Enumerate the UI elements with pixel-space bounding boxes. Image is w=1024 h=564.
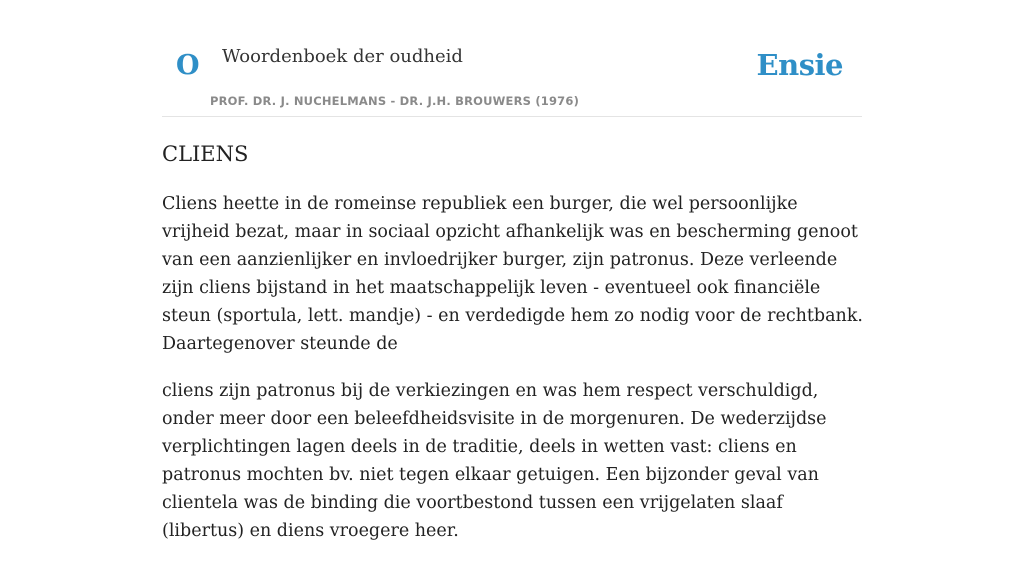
letter-index-link[interactable]: O (176, 50, 200, 81)
entry-content (162, 138, 868, 564)
entry-paragraph-2: cliens zijn patronus bij de verkiezingen en was hem respect verschuldigd, onder meer door een beleefdheidsvisite in de morgenuren. De wederzijdse verplichtingen lagen deels in de traditie, deels in wetten vast: cliens en patronus mochten bv. niet tegen elkaar getuigen. Een bijzonder geval van clientela was de binding die voortbestond tussen een vrijgelaten slaaf (libertus) en diens vroegere heer. (162, 381, 827, 541)
entry-title: CLIENS (162, 142, 249, 166)
entry-paragraph-1: Cliens heette in de romeinse republiek een burger, die wel persoonlijke vrijheid bezat, maar in sociaal opzicht afhankelijk was en bescherming genoot van een aanzienlijker en invloedrijker burger, zijn patronus. Deze verleende zijn cliens bijstand in het maatschappelijk leven - eventueel ook financiële steun (sportula, lett. mandje) - en verdedigde hem zo nodig voor de rechtbank. Daartegenover steunde de (162, 194, 863, 354)
dictionary-header (162, 0, 862, 117)
book-title[interactable]: Woordenboek der oudheid (222, 46, 463, 67)
ensie-logo[interactable]: Ensie (756, 48, 843, 82)
book-authors: PROF. DR. J. NUCHELMANS - DR. J.H. BROUWERS (1976) (210, 94, 580, 108)
